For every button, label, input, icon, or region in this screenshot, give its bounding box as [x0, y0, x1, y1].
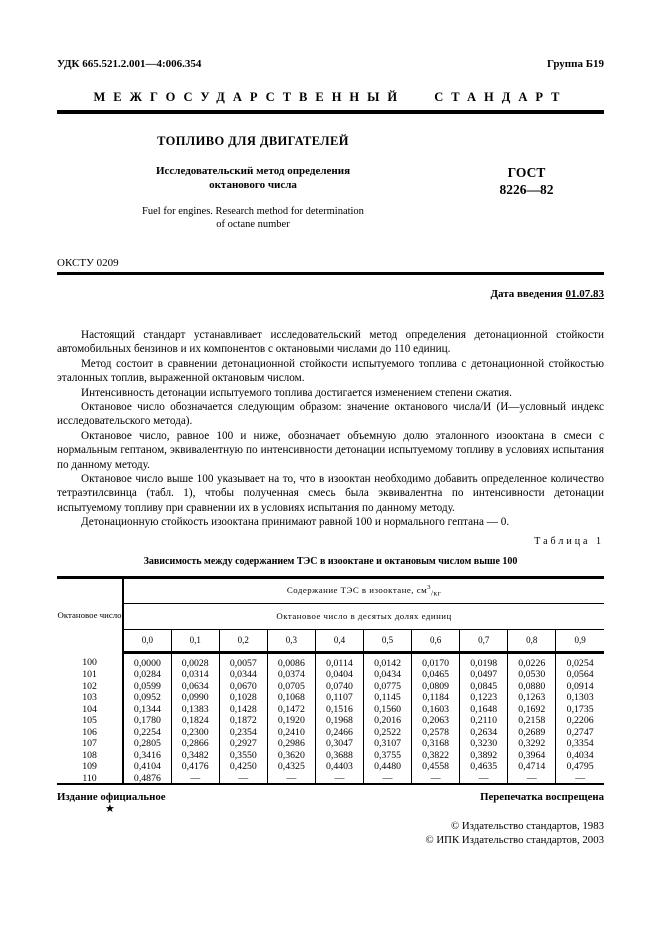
table-cell: 0,0670 [219, 681, 267, 693]
octane-number-cell: 100 [57, 652, 123, 669]
table-cell: 0,0434 [364, 669, 412, 681]
table-cell: 0,4250 [219, 761, 267, 773]
table-cell: 0,3292 [508, 738, 556, 750]
table-cell: 0,2158 [508, 715, 556, 727]
table-caption: Зависимость между содержанием ТЭС в изооктане и октановым числом выше 100 [143, 555, 518, 567]
table-cell: 0,2986 [267, 738, 315, 750]
introduction-date-row [57, 288, 604, 300]
table-cell: 0,2522 [364, 727, 412, 739]
tenths-cell: 0,9 [556, 629, 604, 652]
date-label: Дата введения [490, 288, 566, 300]
octane-number-cell: 105 [57, 715, 123, 727]
table-cell: 0,0028 [171, 652, 219, 669]
table-cell: 0,1263 [508, 692, 556, 704]
tenths-cell: 0,3 [267, 629, 315, 652]
table-header-row-unit [57, 577, 604, 603]
table-cell: 0,2927 [219, 738, 267, 750]
paragraph: Настоящий стандарт устанавливает исследовательский метод определения детонационной стойкости автомобильных бензинов и их компонентов с октановыми числами до 110 единиц. [57, 329, 604, 356]
table-row [57, 652, 604, 669]
tes-content-header-text: Содержание ТЭС в изооктане, см [286, 584, 428, 595]
table-cell: 0,0914 [556, 681, 604, 693]
star-icon: ★ [105, 803, 115, 815]
table-cell: 0,0170 [412, 652, 460, 669]
table-cell: 0,2466 [315, 727, 363, 739]
table-cell: 0,4176 [171, 761, 219, 773]
table-cell: 0,3482 [171, 750, 219, 762]
table-cell: — [556, 773, 604, 785]
document-title: ТОПЛИВО ДЛЯ ДВИГАТЕЛЕЙ [157, 134, 349, 148]
table-cell: 0,4876 [133, 772, 161, 784]
title-left-column [57, 134, 449, 231]
table-cell: 0,0952 [133, 692, 161, 704]
table-cell: 0,0284 [133, 669, 161, 681]
table-cell: 0,2805 [133, 738, 161, 750]
table-cell: 0,0465 [412, 669, 460, 681]
subtitle-line-1: Исследовательский метод определения [155, 165, 351, 177]
table-cell: 0,0990 [171, 692, 219, 704]
table-cell: 0,0634 [171, 681, 219, 693]
table-cell: 0,2634 [460, 727, 508, 739]
table-cell: 0,1872 [219, 715, 267, 727]
unit-subscript: /кг [430, 588, 442, 598]
table-cell: 0,1648 [460, 704, 508, 716]
table-cell: 0,0086 [267, 652, 315, 669]
table-cell: 0,1735 [556, 704, 604, 716]
table-cell: 0,1344 [133, 703, 161, 715]
table-cell: 0,1780 [133, 715, 161, 727]
copyright-block [57, 820, 604, 847]
table-cell: 0,2410 [267, 727, 315, 739]
octane-number-cell: 108 [57, 750, 123, 762]
table-cell: 0,0374 [267, 669, 315, 681]
table-cell: 0,0880 [508, 681, 556, 693]
table-cell: — [171, 773, 219, 785]
table-cell: — [267, 773, 315, 785]
paragraph: Октановое число выше 100 указывает на то, что в изооктан необходимо добавить определенное количество тетраэтилсвинца (табл. 1), чтобы полученная смесь была эквивалентна по интенсивности детонации испытуемому топливу при сравнении их в условиях испытания по данному методу. [57, 473, 604, 514]
unit-superscript: 3 [427, 583, 431, 591]
octane-number-cell: 109 [57, 761, 123, 773]
table-cell: 0,0497 [460, 669, 508, 681]
table-cell: 0,3964 [508, 750, 556, 762]
table-cell: 0,0564 [556, 669, 604, 681]
standard-type-heading: МЕЖГОСУДАРСТВЕННЫЙ СТАНДАРТ [93, 90, 568, 104]
tenths-header-label: Октановое число в десятых долях единиц [123, 603, 604, 629]
table-row [57, 750, 604, 762]
subtitle-en-line-2: of octane number [216, 219, 290, 230]
octane-number-cell: 110 [57, 773, 123, 785]
document-subtitle-english [57, 205, 449, 231]
date-value: 01.07.83 [565, 288, 604, 300]
table-cell: 0,0314 [171, 669, 219, 681]
tenths-cell: 0,8 [508, 629, 556, 652]
table-cell: 0,3416 [133, 749, 161, 761]
tenths-cell: 0,5 [364, 629, 412, 652]
title-block [57, 134, 604, 231]
table-cell: 0,4635 [460, 761, 508, 773]
tenths-cell: 0,1 [171, 629, 219, 652]
octane-tes-table [57, 576, 604, 785]
table-cell: 0,3892 [460, 750, 508, 762]
footer-row [57, 791, 604, 803]
table-cell: 0,4795 [556, 761, 604, 773]
table-cell: 0,2689 [508, 727, 556, 739]
table-cell: 0,0198 [460, 652, 508, 669]
table-cell: 0,1223 [460, 692, 508, 704]
paragraph: Октановое число, равное 100 и ниже, обозначает объемную долю эталонного изооктана в смеси с нормальным гептаном, эквивалентную по интенсивности детонации испытуемому топливу в условиях испытания по данному методу. [57, 429, 604, 471]
table-row [57, 681, 604, 693]
table-cell: 0,2578 [412, 727, 460, 739]
octane-number-cell: 101 [57, 669, 123, 681]
copyright-line-2: © ИПК Издательство стандартов, 2003 [425, 833, 604, 846]
octane-number-cell: 107 [57, 738, 123, 750]
table-cell: 0,0226 [508, 652, 556, 669]
table-row [57, 727, 604, 739]
table-cell: — [364, 773, 412, 785]
table-cell: 0,3354 [556, 738, 604, 750]
table-cell: 0,0740 [315, 681, 363, 693]
table-row [57, 692, 604, 704]
table-cell: 0,1184 [412, 692, 460, 704]
table-cell: — [508, 773, 556, 785]
table-cell: 0,1824 [171, 715, 219, 727]
tes-content-header [123, 577, 604, 603]
table-cell: 0,1692 [508, 704, 556, 716]
table-cell: 0,3620 [267, 750, 315, 762]
table-cell: 0,0000 [133, 657, 161, 669]
table-cell: 0,0344 [219, 669, 267, 681]
paragraph: Интенсивность детонации испытуемого топлива достигается изменением степени сжатия. [81, 386, 512, 399]
table-cell: 0,2866 [171, 738, 219, 750]
table-cell: 0,1145 [364, 692, 412, 704]
table-cell: 0,1068 [267, 692, 315, 704]
table-cell: 0,4480 [364, 761, 412, 773]
table-cell: 0,0530 [508, 669, 556, 681]
octane-number-cell: 106 [57, 727, 123, 739]
table-cell: 0,1920 [267, 715, 315, 727]
table-cell: 0,0142 [364, 652, 412, 669]
table-cell: 0,1428 [219, 704, 267, 716]
okstu-code: ОКСТУ 0209 [57, 257, 119, 269]
table-cell: — [219, 773, 267, 785]
table-cell: 0,2254 [133, 726, 161, 738]
udk-row [57, 58, 604, 70]
table-cell: 0,0254 [556, 652, 604, 669]
table-cell: 0,3688 [315, 750, 363, 762]
table-cell: 0,3107 [364, 738, 412, 750]
octane-number-cell: 102 [57, 681, 123, 693]
octane-table-body [57, 652, 604, 784]
octane-table-header [57, 577, 604, 652]
table-row [57, 704, 604, 716]
table-cell: 0,4403 [315, 761, 363, 773]
table-cell: 0,3230 [460, 738, 508, 750]
octane-number-column-header: Октановое число [57, 577, 123, 652]
table-cell: 0,1560 [364, 704, 412, 716]
standard-rule [57, 110, 604, 114]
tenths-cell: 0,6 [412, 629, 460, 652]
copyright-line-1: © Издательство стандартов, 1983 [450, 820, 604, 832]
octane-number-cell: 104 [57, 704, 123, 716]
paragraph: Метод состоит в сравнении детонационной стойкости испытуемого топлива с детонационной стойкостью эталонных топлив, выраженной октановым числом. [57, 357, 604, 385]
table-cell: 0,2747 [556, 727, 604, 739]
table-cell: 0,3168 [412, 738, 460, 750]
table-cell: 0,0057 [219, 652, 267, 669]
paragraph: Октановое число обозначается следующим образом: значение октанового числа/И (И—условный индекс исследовательского метода). [57, 401, 604, 428]
table-cell: 0,4714 [508, 761, 556, 773]
table-cell: — [460, 773, 508, 785]
table-cell: 0,4325 [267, 761, 315, 773]
tenths-cell: 0,7 [460, 629, 508, 652]
table-row [57, 669, 604, 681]
official-edition-label: Издание официальное [57, 791, 166, 803]
okstu-rule [57, 272, 604, 275]
table-cell: 0,1968 [315, 715, 363, 727]
gost-code-line-1: ГОСТ [507, 165, 546, 180]
table-cell: 0,4104 [133, 761, 161, 773]
table-cell: — [315, 773, 363, 785]
tenths-cell: 0,0 [123, 629, 171, 652]
table-cell: 0,2110 [460, 715, 508, 727]
table-cell: 0,1603 [412, 704, 460, 716]
table-cell: 0,2206 [556, 715, 604, 727]
gost-code-line-2: 8226—82 [499, 182, 554, 197]
table-cell: 0,3550 [219, 750, 267, 762]
table-cell: 0,4558 [412, 761, 460, 773]
table-cell: 0,3755 [364, 750, 412, 762]
table-cell: 0,1516 [315, 704, 363, 716]
table-cell: 0,0845 [460, 681, 508, 693]
table-cell: 0,0599 [133, 680, 161, 692]
table-cell: 0,0705 [267, 681, 315, 693]
subtitle-en-line-1: Fuel for engines. Research method for determination [142, 206, 364, 217]
table-row [57, 761, 604, 773]
body-paragraphs [57, 328, 604, 530]
tenths-cell: 0,4 [315, 629, 363, 652]
table-number-label: Таблица 1 [534, 535, 604, 547]
gost-code-block [449, 134, 604, 231]
table-cell: 0,2354 [219, 727, 267, 739]
table-cell: 0,3822 [412, 750, 460, 762]
paragraph: Детонационную стойкость изооктана принимают равной 100 и нормального гептана — 0. [81, 516, 510, 529]
table-cell: 0,4034 [556, 750, 604, 762]
document-subtitle [57, 164, 449, 192]
table-cell: 0,3047 [315, 738, 363, 750]
table-row [57, 715, 604, 727]
table-cell: 0,1028 [219, 692, 267, 704]
table-cell: 0,2063 [412, 715, 460, 727]
table-cell: 0,1303 [556, 692, 604, 704]
reprint-prohibited-label: Перепечатка воспрещена [480, 791, 604, 803]
udk-code: УДК 665.521.2.001—4:006.354 [57, 58, 202, 70]
footer-rule [57, 783, 604, 785]
table-cell: 0,1383 [171, 704, 219, 716]
table-row [57, 738, 604, 750]
group-code: Группа Б19 [547, 58, 604, 70]
octane-number-cell: 103 [57, 692, 123, 704]
table-cell: 0,2300 [171, 727, 219, 739]
table-cell: — [412, 773, 460, 785]
table-cell: 0,0404 [315, 669, 363, 681]
table-cell: 0,2016 [364, 715, 412, 727]
table-cell: 0,1472 [267, 704, 315, 716]
table-cell: 0,1107 [315, 692, 363, 704]
table-cell: 0,0775 [364, 681, 412, 693]
table-cell: 0,0114 [315, 652, 363, 669]
tenths-row [57, 629, 604, 652]
subtitle-line-2: октанового числа [209, 179, 297, 191]
table-cell: 0,0809 [412, 681, 460, 693]
table-header-row-tenths-label [57, 603, 604, 629]
page-footer [57, 783, 604, 847]
tenths-cell: 0,2 [219, 629, 267, 652]
